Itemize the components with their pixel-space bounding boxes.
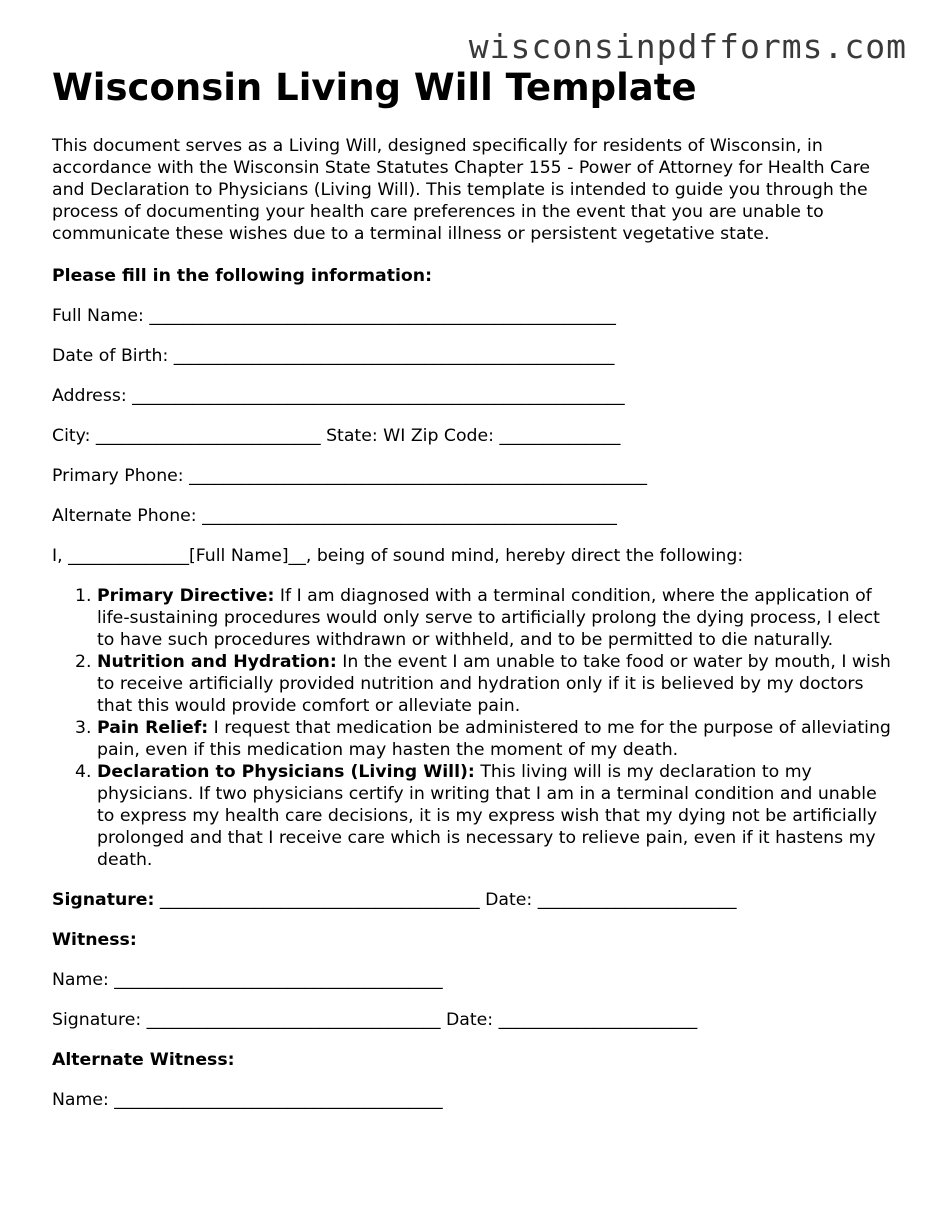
signature-date-blanks: _____________________________________ Date: _______________________ [154, 890, 737, 910]
city-state-zip-field: City: __________________________ State: WI Zip Code: ______________ [52, 426, 621, 446]
alternate-witness-name-field: Name: ______________________________________ [52, 1090, 443, 1110]
directive-title: Declaration to Physicians (Living Will): [97, 762, 475, 782]
witness-signature-date-field: Signature: __________________________________ Date: _______________________ [52, 1010, 698, 1030]
date-of-birth-field: Date of Birth: ___________________________________________________ [52, 346, 615, 366]
full-name-field: Full Name: ______________________________________________________ [52, 306, 616, 326]
directive-text: I request that medication be administered to me for the purpose of alleviating pain, even if this medication may hasten the moment of my death. [97, 718, 891, 760]
document-page [52, 66, 892, 1111]
directive-item [97, 717, 892, 761]
directive-text: This living will is my declaration to my physicians. If two physicians certify in writing that I am in a terminal condition and unable to express my health care decisions, it is my express wish that my dying not be artificially prolonged and that I receive care which is necessary to relieve pain, even if it hastens my death. [97, 762, 878, 870]
directives-list [52, 585, 892, 871]
directive-item [97, 651, 892, 717]
directive-text: In the event I am unable to take food or water by mouth, I wish to receive artificially provided nutrition and hydration only if it is believed by my doctors that this would provide comfort or alleviate pain. [97, 652, 891, 716]
witness-heading: Witness: [52, 930, 137, 950]
directive-title: Nutrition and Hydration: [97, 652, 337, 672]
directive-item [97, 761, 892, 871]
directive-item [97, 585, 892, 651]
signature-label: Signature: [52, 890, 155, 910]
declaration-line: I, ______________[Full Name]__, being of sound mind, hereby direct the following: [52, 546, 744, 566]
alternate-phone-field: Alternate Phone: ________________________________________________ [52, 506, 617, 526]
directive-text: If I am diagnosed with a terminal condition, where the application of life-sustaining procedures would only serve to artificially prolong the dying process, I elect to have such procedures withdrawn or withheld, and to be permitted to die naturally. [97, 586, 880, 650]
primary-phone-field: Primary Phone: _____________________________________________________ [52, 466, 648, 486]
witness-name-field: Name: ______________________________________ [52, 970, 443, 990]
directive-title: Pain Relief: [97, 718, 209, 738]
address-field: Address: _________________________________________________________ [52, 386, 625, 406]
directive-title: Primary Directive: [97, 586, 275, 606]
site-watermark: wisconsinpdfforms.com [468, 27, 907, 66]
page-title: Wisconsin Living Will Template [52, 66, 697, 109]
intro-paragraph: This document serves as a Living Will, designed specifically for residents of Wisconsin, in accordance with the Wisconsin State Statutes Chapter 155 - Power of Attorney for Health Care and Declaration to Physicians (Living Will). This template is intended to guide you through the process of documenting your health care preferences in the event that you are unable to communicate these wishes due to a terminal illness or persistent vegetative state. [52, 136, 871, 244]
fill-heading: Please fill in the following information: [52, 266, 432, 286]
signature-line [52, 889, 892, 911]
alternate-witness-heading: Alternate Witness: [52, 1050, 235, 1070]
